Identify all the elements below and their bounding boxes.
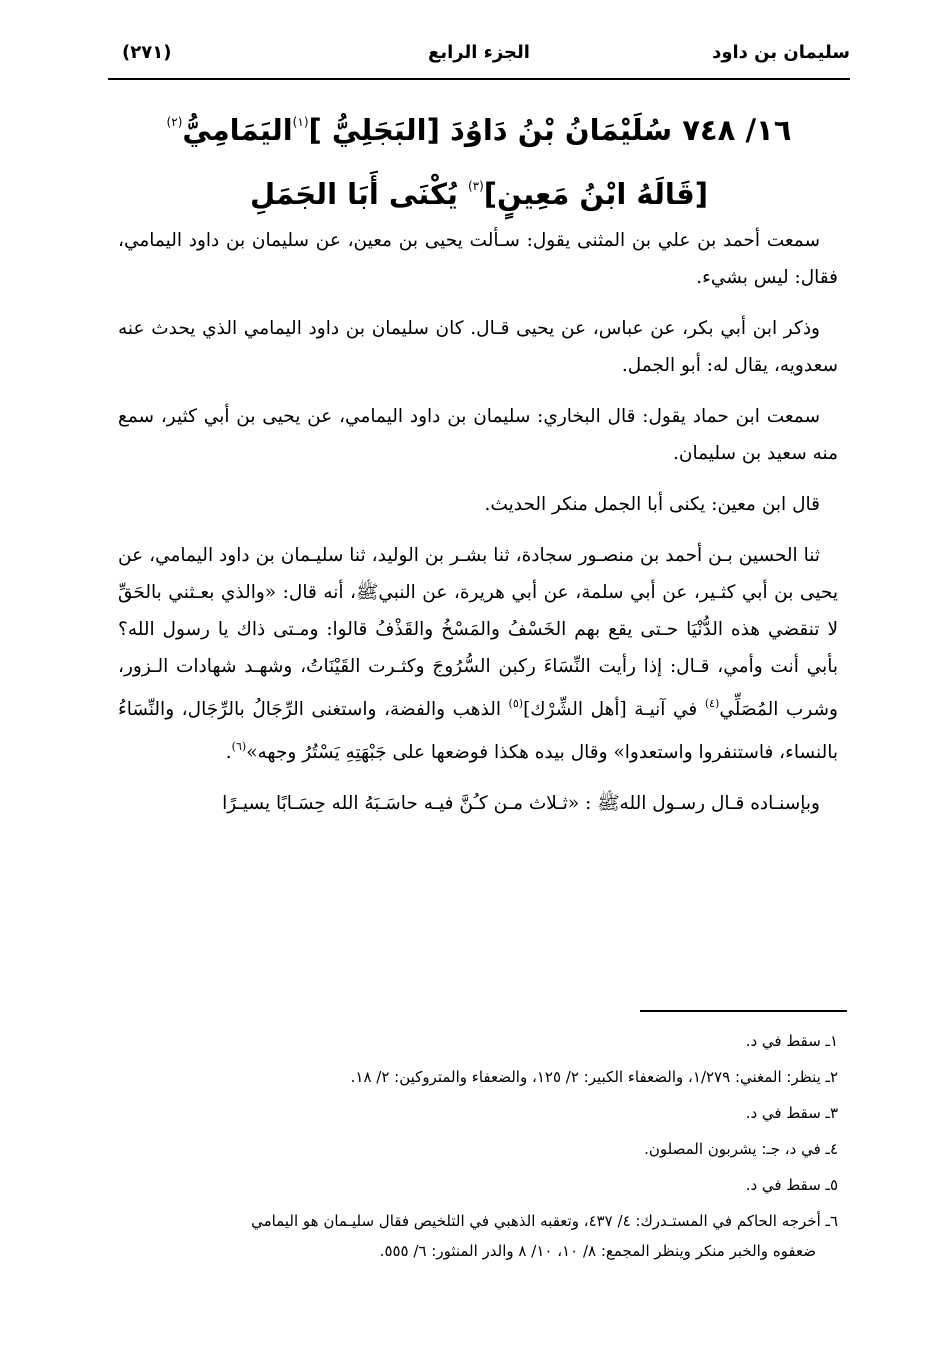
footnote: ٢ـ ينظر: المغني: ١/٢٧٩، والضعفاء الكبير: ٢/ ١٢٥، والضعفاء والمتروكين: ٢/ ١٨. [350,1068,838,1086]
footnote-ref: (٣) [467,179,484,193]
entry-title-nisba: اليَمَامِيُّ [182,113,293,147]
entry-title-text: ١٦/ ٧٤٨ سُلَيْمَانُ بْنُ دَاوُدَ [البَجَلِيُّ ] [308,113,792,147]
footnote-ref: (٢) [166,115,183,129]
paragraph: قال ابن معين: يكنى أبا الجمل منكر الحديث. [484,494,820,515]
entry-title-kunya: يُكْنَى أَبَا الجَمَلِ [249,177,468,211]
footnote-text: ٦ـ أخرجه الحاكم في المستـدرك: ٤/ ٤٣٧، وتعقبه الذهبي في التلخيص فقال سليـمان هو اليمامي [251,1212,838,1230]
footnote: ٣ـ سقط في د. [745,1104,838,1122]
page-number: (٢٧١) [122,42,172,63]
footnote: ١ـ سقط في د. [745,1032,838,1050]
footnote: ٥ـ سقط في د. [745,1176,838,1194]
footnote-continuation: ضعفوه والخبر منكر وينظر المجمع: ٨/ ١٠، ١٠/ ٨ والدر المنثور: ٦/ ٥٥٥. [379,1242,816,1260]
footnote [118,1206,838,1266]
footnote-divider [640,1010,847,1012]
entry-title-line-2 [108,158,850,222]
body-text [118,222,838,836]
paragraph: سمعت ابن حماد يقول: قال البخاري: سليمان بن داود اليمامي، عن يحيى بن أبي كثير، سمع منه سعيد بن سليمان. [118,406,838,464]
footnote-ref: (٦) [231,740,247,753]
footnote-ref: (٥) [508,697,524,710]
running-title: سليمان بن داود [712,42,850,63]
footnotes [118,1026,838,1272]
paragraph-text: الذهب والفضة، واستغنى الرِّجَالُ بالرِّجَال، والنِّسَاءُ بالنساء، فاستنفروا واستعدوا» وقال بيده هكذا فوضعها على جَبْهَتِهِ يَسْتُرُ وجهه» [118,699,838,763]
paragraph-text: . [225,742,232,763]
paragraph-text: ثنا الحسين بـن أحمد بن منصـور سجادة، ثنا بشـر بن الوليد، ثنا سليـمان بن داود اليمامي، عن يحيى بن أبي كثـير، عن أبي سلمة، عن أبي هريرة، عن النبيﷺ، أنه قال: «والذي بعـثني بالحَقِّ لا تنقضي هذه الدُّنْيَا حـتى يقع بهم الخَسْفُ والمَسْخُ والقَذْفُ قالوا: ومـتى ذاك يا رسول الله؟ بأبي أنت وأمي، قـال: إذا رأيت النِّسَاءَ ركبن السُّرُوجَ وكثـرت القَيْنَاتُ، وشهـد شهادات الـزور، وشرب المُصَلِّي [118,545,838,720]
footnote: ٤ـ في د، جـ: يشربون المصلون. [644,1140,838,1158]
paragraph: وذكر ابن أبي بكر، عن عباس، عن يحيى قـال. كان سليمان بن داود اليمامي الذي يحدث عنه سعدويه، يقال له: أبو الجمل. [118,318,838,376]
paragraph-text: في آنيـة [أهل الشِّرْك] [523,699,705,720]
paragraph: سمعت أحمد بن علي بن المثنى يقول: سـألت يحيى بن معين، عن سليمان بن داود اليمامي، فقال: ليس بشيء. [118,230,838,288]
volume-label: الجزء الرابع [428,42,530,63]
entry-title-attribution: [قَالَهُ ابْنُ مَعِينٍ] [483,177,709,211]
footnote-ref: (١) [292,115,309,129]
paragraph: وبإسنـاده قـال رسـول اللهﷺ : «ثـلاث مـن كـُنَّ فيـه حاسَـبَهُ الله حِسَـابًا يسيـرًا [222,793,820,814]
page-header [108,38,850,80]
entry-title-line-1 [108,94,850,158]
footnote-ref: (٤) [704,697,720,710]
entry-title [108,94,850,222]
hadith-paragraph [118,537,838,771]
